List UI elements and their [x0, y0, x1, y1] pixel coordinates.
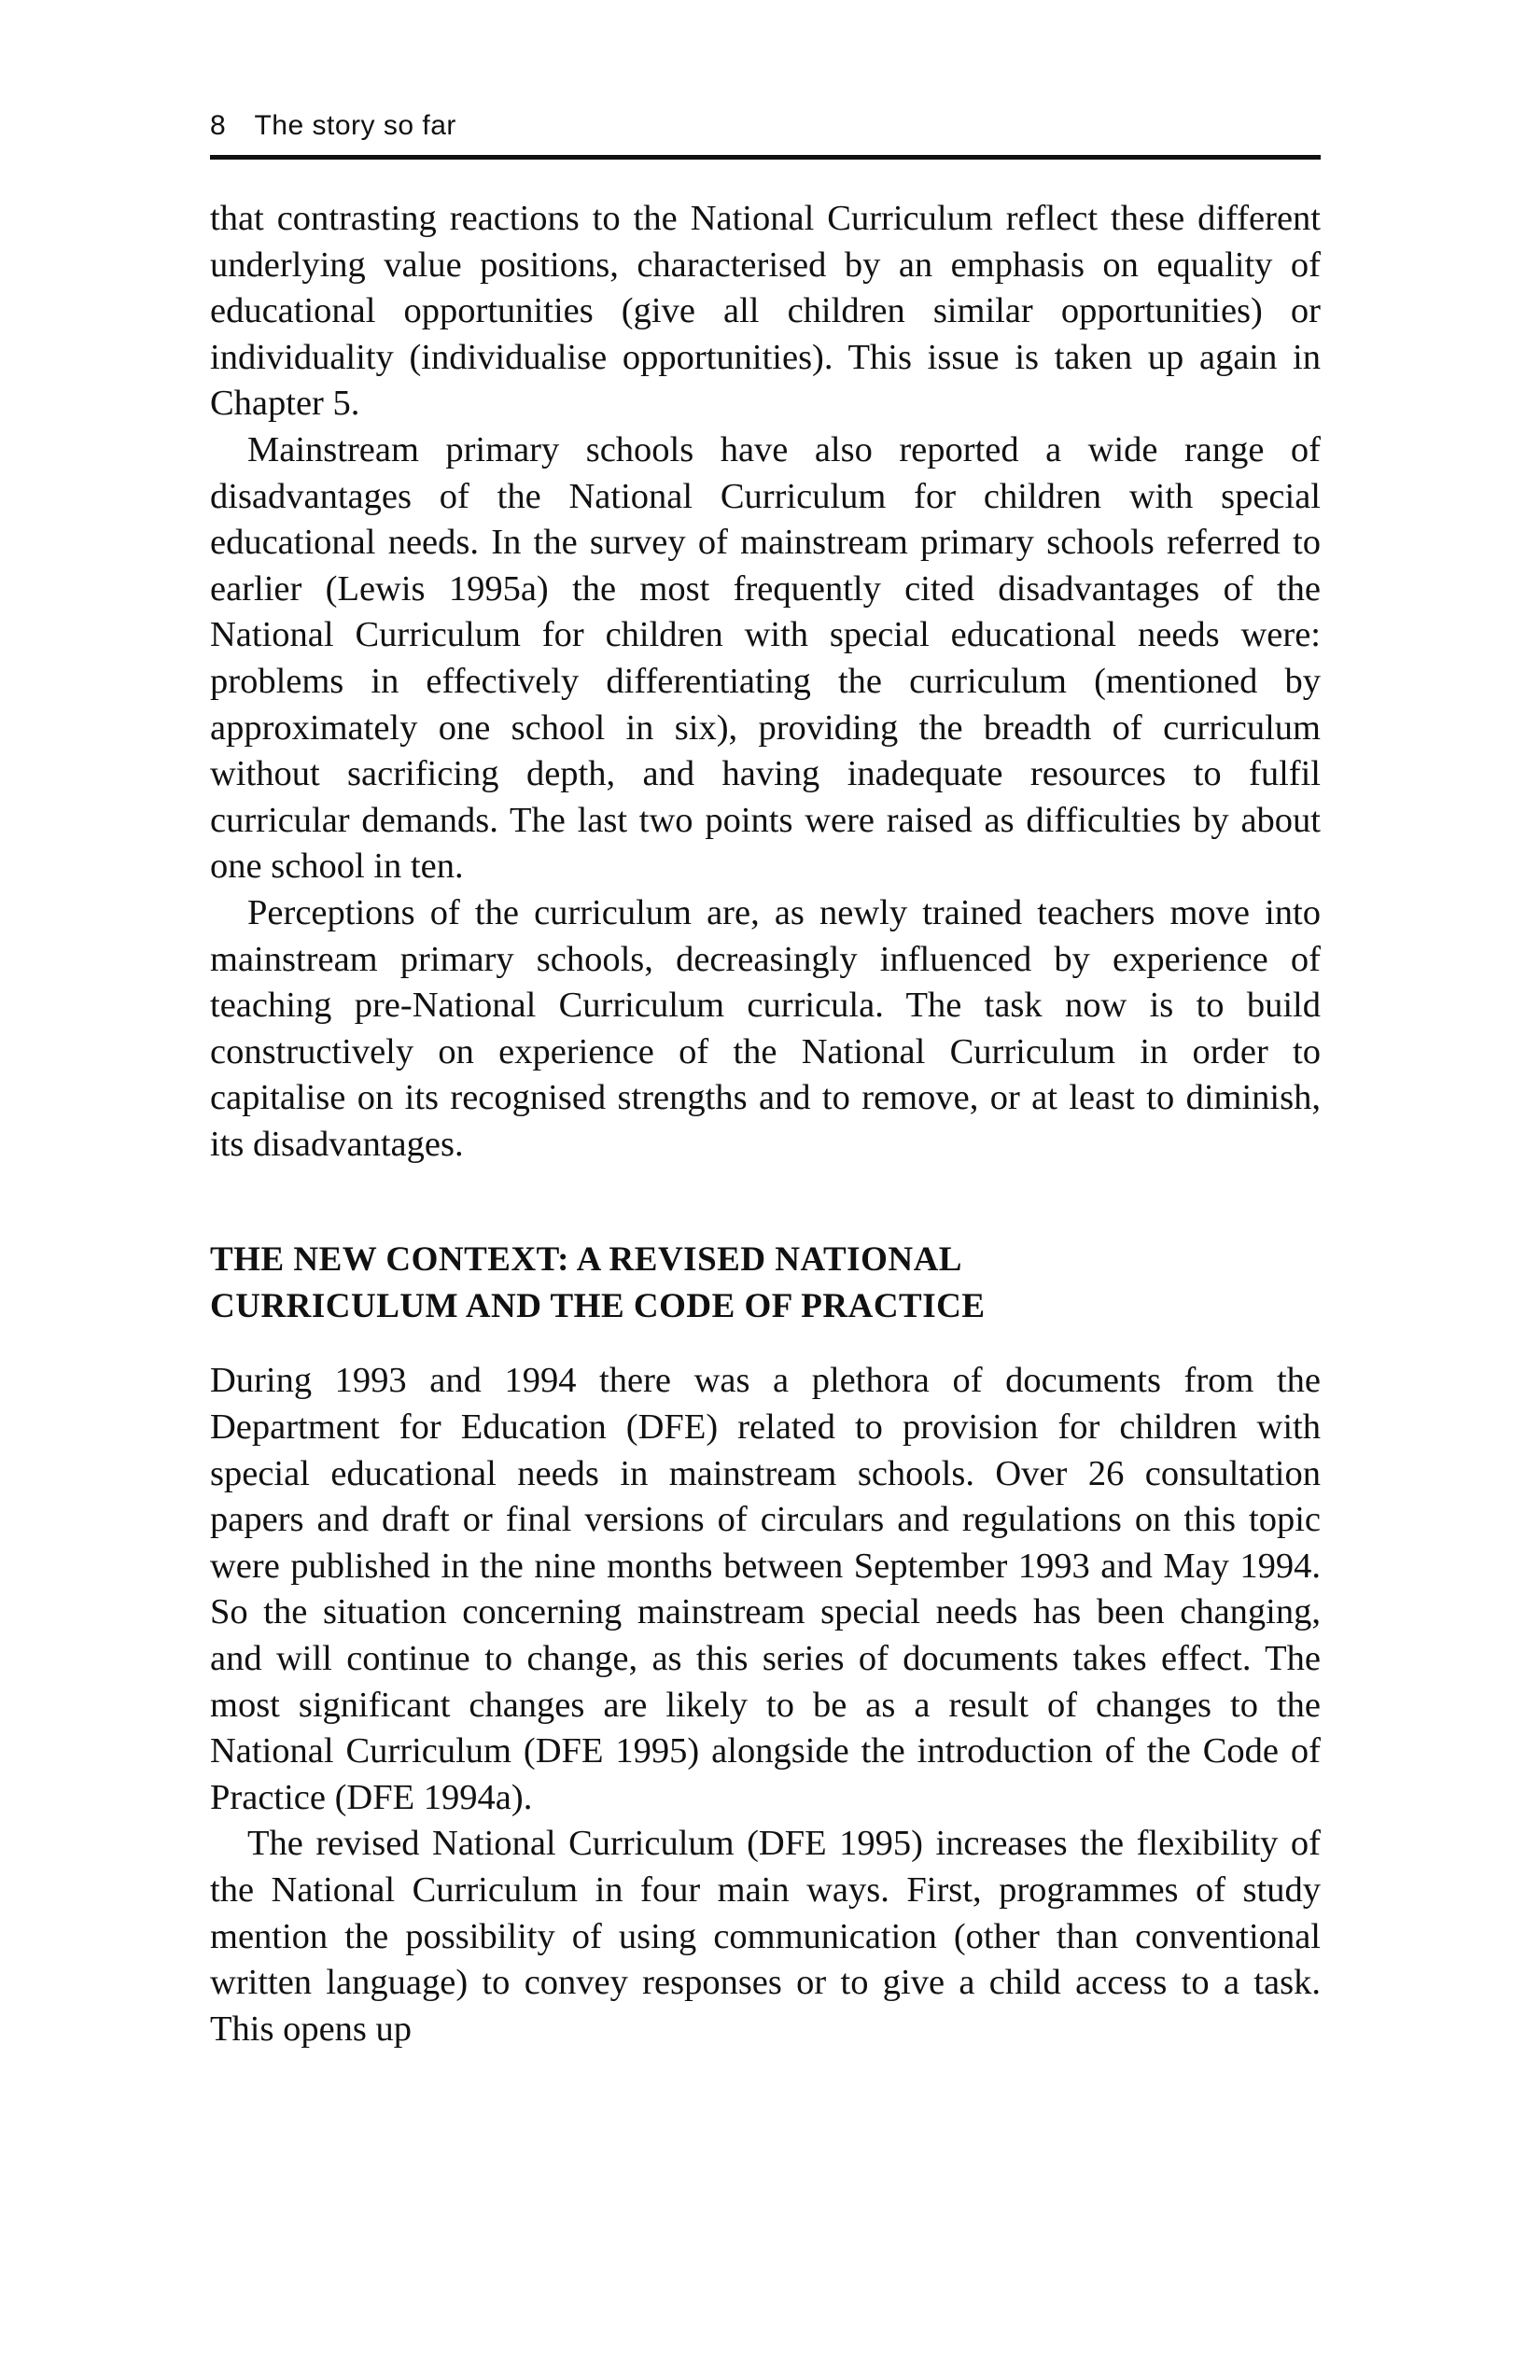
paragraph: Mainstream primary schools have also reported a wide range of disadvantages of the National Curriculum for children with special educational needs. In the survey of mainstream primary schools referred to earlier (Lewis 1995a) the most frequently cited disadvantages of the National Curriculum for children with special educational needs were: problems in effectively differentiating the curriculum (mentioned by approximately one school in six), providing the breadth of curriculum without sacrificing depth, and having inadequate resources to fulfil curricular demands. The last two points were raised as difficulties by about one school in ten.: [210, 429, 1321, 887]
running-head-title: The story so far: [254, 110, 456, 141]
paragraph: During 1993 and 1994 there was a plethora of documents from the Department for Education (DFE) related to provision for children with special educational needs in mainstream schools. Over 26 consultation papers and draft or final versions of circulars and regulations on this topic were published in the nine months between September 1993 and May 1994. So the situation concerning mainstream special needs has been changing, and will continue to change, as this series of documents takes effect. The most significant changes are likely to be as a result of changes to the National Curriculum (DFE 1995) alongside the introduction of the Code of Practice (DFE 1994a).: [210, 1361, 1321, 1817]
paragraph: The revised National Curriculum (DFE 1995) increases the flexibility of the National Curriculum in four main ways. First, programmes of study mention the possibility of using communication (other than conventional written language) to convey responses or to give a child access to a task. This opens up: [210, 1824, 1321, 2049]
page-body: [210, 196, 1321, 2052]
paragraph: Perceptions of the curriculum are, as newly trained teachers move into mainstream primary schools, decreasingly influenced by experience of teaching pre-National Curriculum curricula. The task now is to build constructively on experience of the National Curriculum in order to capitalise on its recognised strengths and to remove, or at least to diminish, its disadvantages.: [210, 892, 1321, 1164]
running-head: [210, 110, 456, 142]
section-heading-line: CURRICULUM AND THE CODE OF PRACTICE: [210, 1287, 986, 1326]
header-rule: [210, 155, 1321, 160]
section-heading: [210, 1237, 1321, 1330]
page-number: 8: [210, 110, 227, 141]
section-heading-line: THE NEW CONTEXT: A REVISED NATIONAL: [210, 1240, 962, 1280]
paragraph: that contrasting reactions to the National Curriculum reflect these different underlying value positions, characterised by an emphasis on equality of educational opportunities (give all children similar opportunities) or individuality (individualise opportunities). This issue is taken up again in Chapter 5.: [210, 199, 1321, 424]
